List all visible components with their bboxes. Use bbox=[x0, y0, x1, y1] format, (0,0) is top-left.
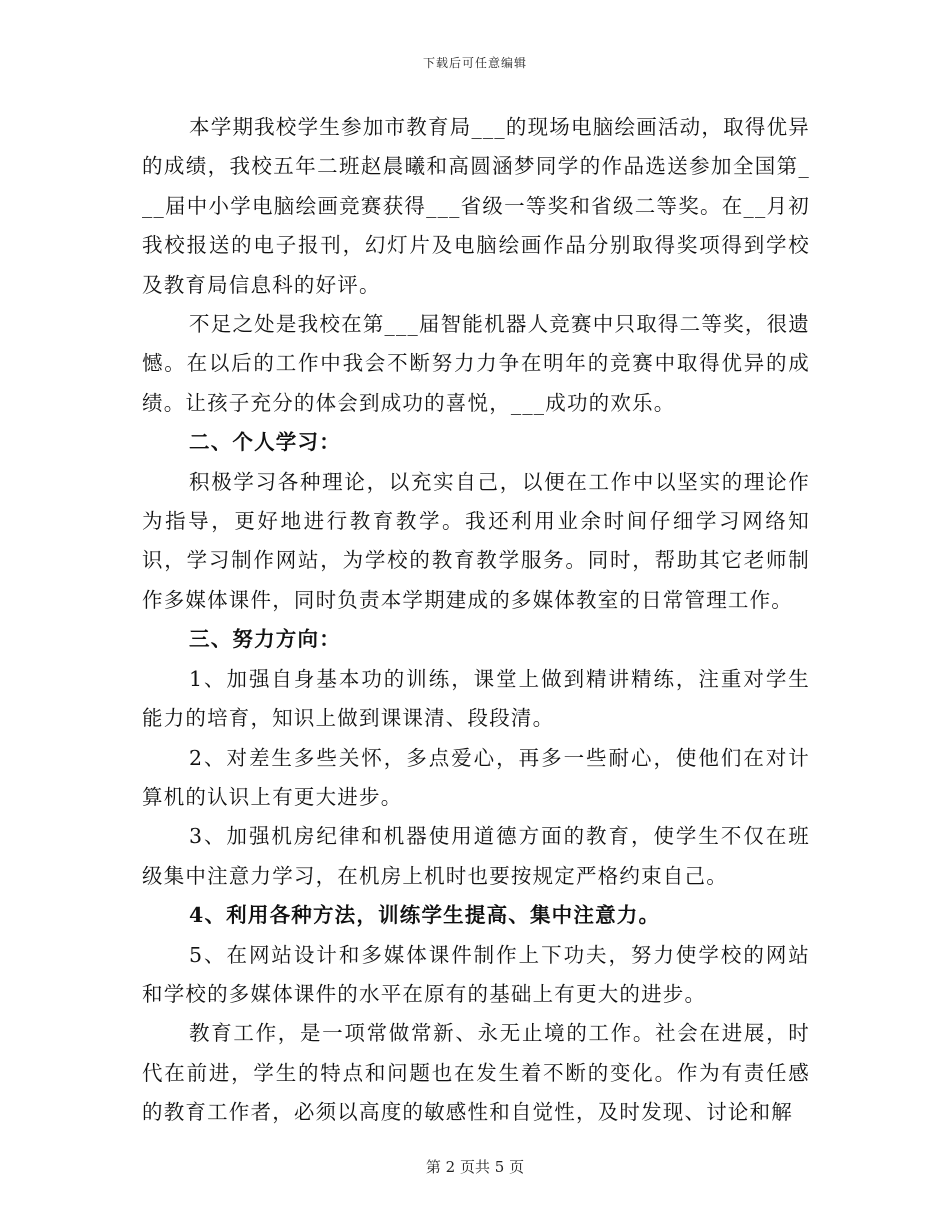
list-item-1: 1、加强自身基本功的训练，课堂上做到精讲精练，注重对学生能力的培育，知识上做到课课清、段段清。 bbox=[142, 666, 810, 731]
paragraph-conclusion: 教育工作，是一项常做常新、永无止境的工作。社会在进展，时代在前进，学生的特点和问题也在发生着不断的变化。作为有责任感的教育工作者，必须以高度的敏感性和自觉性，及时发现、讨论和解 bbox=[142, 1021, 810, 1125]
section-heading-personal-study: 二、个人学习： bbox=[189, 430, 341, 455]
paragraph-achievements: 本学期我校学生参加市教育局___的现场电脑绘画活动，取得优异的成绩，我校五年二班赵晨曦和高圆涵梦同学的作品选送参加全国第___届中小学电脑绘画竞赛获得___省级一等奖和省级二等奖。在__月初我校报送的电子报刊，幻灯片及电脑绘画作品分别取得奖项得到学校及教育局信息科的好评。 bbox=[142, 115, 810, 297]
page-header: 下载后可任意编辑 bbox=[422, 56, 527, 70]
list-item-5: 5、在网站设计和多媒体课件制作上下功夫，努力使学校的网站和学校的多媒体课件的水平在原有的基础上有更大的进步。 bbox=[142, 942, 810, 1006]
list-item-2: 2、对差生多些关怀，多点爱心，再多一些耐心，使他们在对计算机的认识上有更大进步。 bbox=[142, 745, 810, 809]
paragraph-personal-study: 积极学习各种理论，以充实自己，以便在工作中以坚实的理论作为指导，更好地进行教育教学。我还利用业余时间仔细学习网络知识，学习制作网站，为学校的教育教学服务。同时，帮助其它老师制作多媒体课件，同时负责本学期建成的多媒体教室的日常管理工作。 bbox=[142, 469, 810, 612]
section-heading-direction: 三、努力方向： bbox=[189, 627, 341, 652]
list-item-3: 3、加强机房纪律和机器使用道德方面的教育，使学生不仅在班级集中注意力学习，在机房上机时也要按规定严格约束自己。 bbox=[142, 824, 810, 888]
document-body bbox=[142, 108, 810, 1133]
paragraph-shortcomings: 不足之处是我校在第___届智能机器人竞赛中只取得二等奖，很遗憾。在以后的工作中我会不断努力力争在明年的竞赛中取得优异的成绩。让孩子充分的体会到成功的喜悦，___成功的欢乐。 bbox=[142, 312, 810, 415]
page-footer: 第 2 页共 5 页 bbox=[425, 1158, 525, 1176]
list-item-4: 4、利用各种方法，训练学生提高、集中注意力。 bbox=[189, 903, 661, 928]
